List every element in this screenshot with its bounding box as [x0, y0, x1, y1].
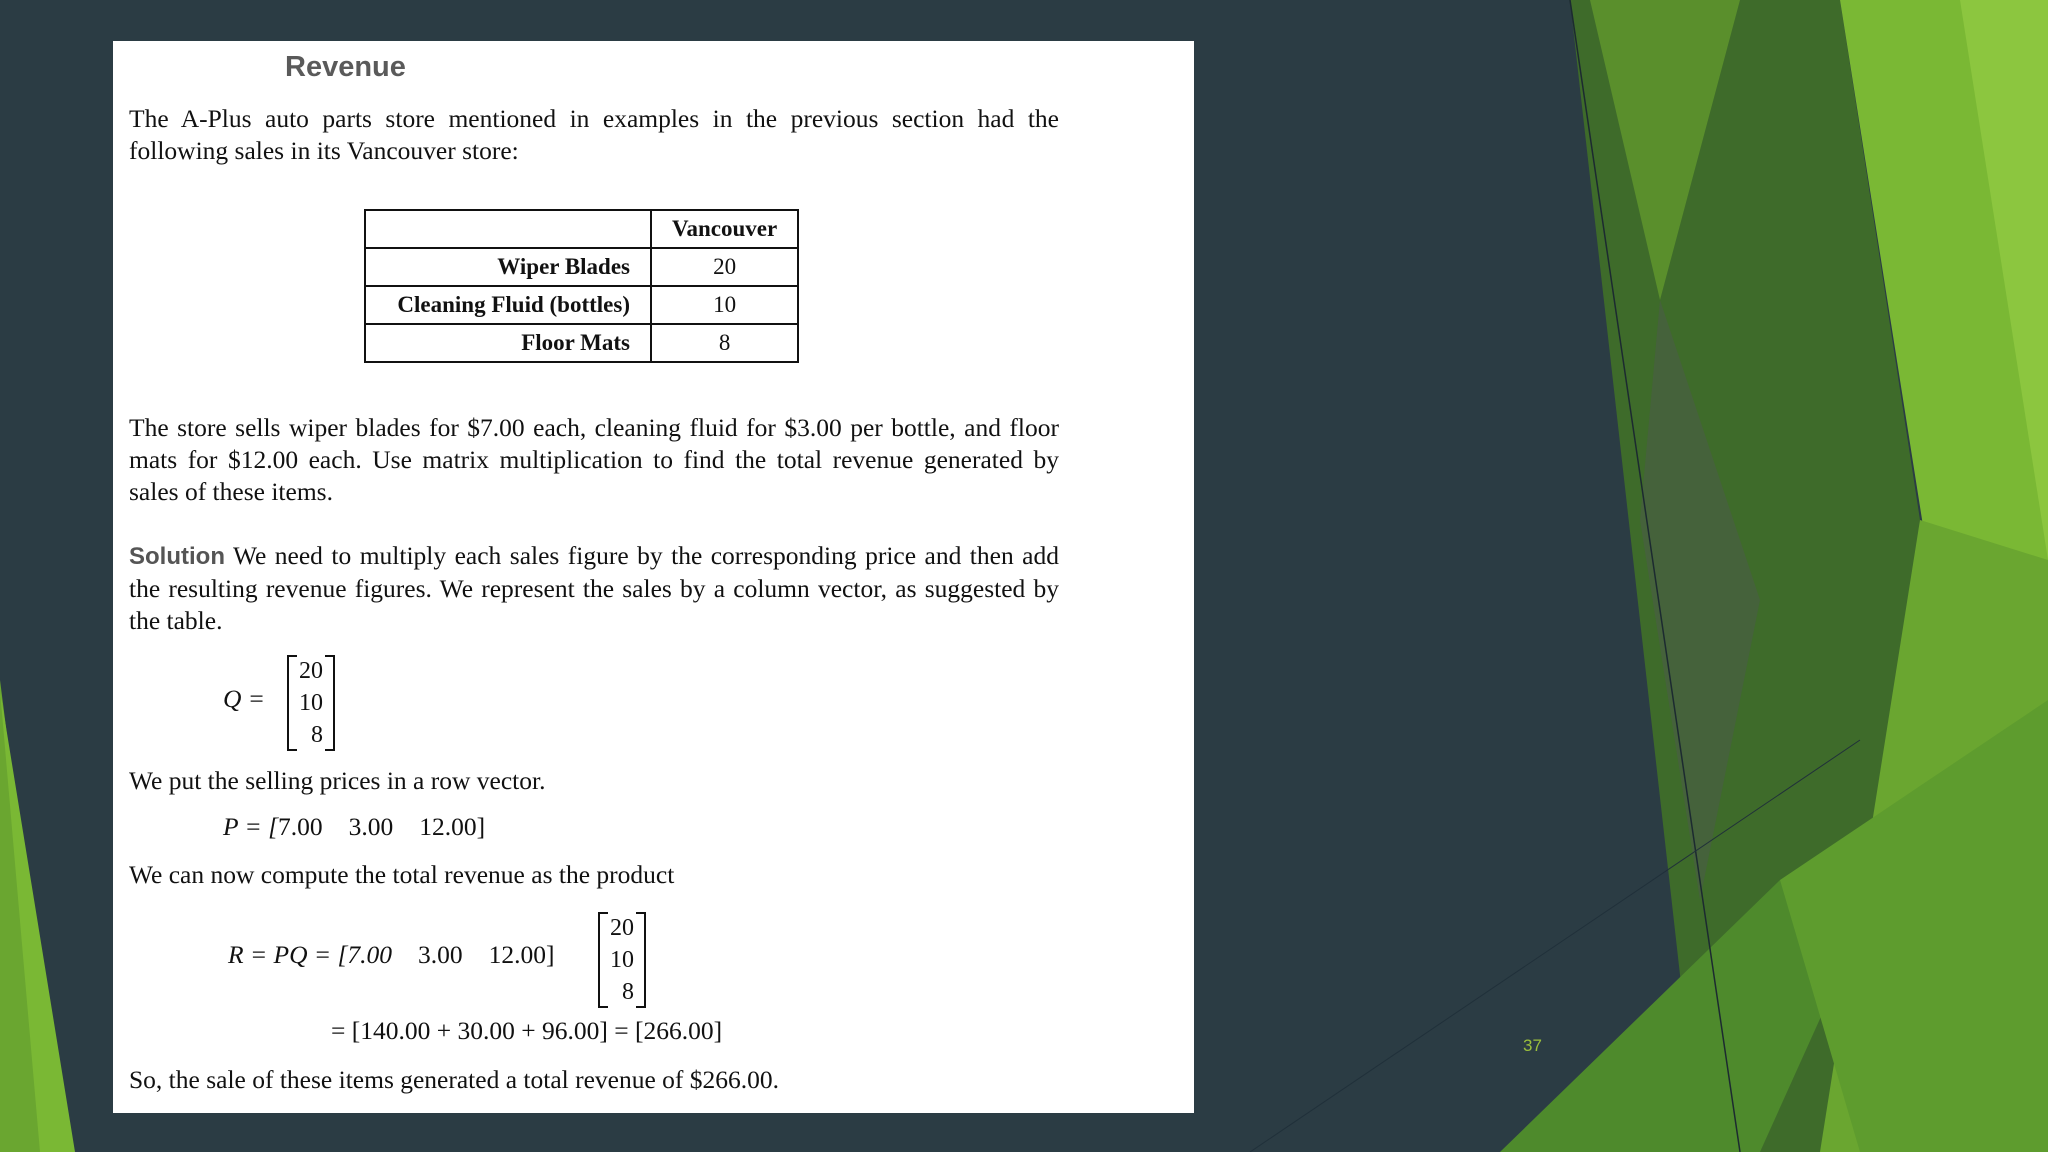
- p-vector-equation: [223, 812, 485, 842]
- table-row: [365, 324, 798, 362]
- vector-entry: 10: [299, 690, 323, 716]
- vector-entry: 10: [610, 947, 634, 973]
- result-equation: = [140.00 + 30.00 + 96.00] = [266.00]: [331, 1016, 723, 1045]
- q-vector-label: [223, 684, 265, 714]
- r-equation-lhs: R = PQ = [7.00: [228, 940, 393, 969]
- table-row: [365, 286, 798, 324]
- table-cell-value: 20: [651, 248, 798, 286]
- r-column-vector: [598, 912, 646, 1008]
- p-vector-close: ]: [476, 812, 486, 841]
- vector-entry: 3.00: [348, 812, 394, 841]
- r-equation: [228, 940, 555, 970]
- table-cell-value: 8: [651, 324, 798, 362]
- table-cell-value: 10: [651, 286, 798, 324]
- vector-entry: 8: [311, 722, 323, 748]
- slide-page-number: 37: [1523, 1036, 1542, 1055]
- r-equation-end: 12.00]: [488, 940, 555, 969]
- solution-text: We need to multiply each sales figure by the corresponding price and then add the resulting revenue figures. We represent the sales by a column vector, as suggested by the table.: [129, 541, 1059, 635]
- r-equation-mid: 3.00: [418, 940, 463, 969]
- table-header-row: [365, 210, 798, 248]
- sales-table: [364, 209, 799, 363]
- intro-paragraph: The A-Plus auto parts store mentioned in examples in the previous section had the following sales in its Vancouver store:: [129, 104, 1059, 165]
- solution-label: Solution: [129, 543, 225, 570]
- product-sentence: We can now compute the total revenue as the product: [129, 860, 675, 889]
- table-corner-cell: [365, 210, 651, 248]
- row-vector-sentence: We put the selling prices in a row vector.: [129, 766, 546, 795]
- q-equation-name: Q =: [223, 684, 265, 713]
- table-row: [365, 248, 798, 286]
- table-column-header: Vancouver: [651, 210, 798, 248]
- conclusion-sentence: So, the sale of these items generated a total revenue of $266.00.: [129, 1065, 780, 1094]
- table-row-label: Wiper Blades: [365, 248, 651, 286]
- vector-entry: 20: [299, 658, 323, 684]
- problem-paragraph: The store sells wiper blades for $7.00 each, cleaning fluid for $3.00 per bottle, and floor mats for $12.00 each. Use matrix multiplication to find the total revenue generated by sales of these items.: [129, 413, 1059, 506]
- solution-paragraph: [129, 540, 1059, 637]
- q-column-vector: [287, 655, 335, 751]
- vector-entry: 8: [622, 979, 634, 1005]
- p-equation-name: P = [: [223, 812, 278, 841]
- page-title: Revenue: [285, 51, 406, 83]
- table-row-label: Floor Mats: [365, 324, 651, 362]
- table-row-label: Cleaning Fluid (bottles): [365, 286, 651, 324]
- document-page: [113, 41, 1194, 1113]
- vector-entry: 12.00: [419, 812, 477, 841]
- vector-entry: 20: [610, 915, 634, 941]
- vector-entry: 7.00: [278, 812, 323, 841]
